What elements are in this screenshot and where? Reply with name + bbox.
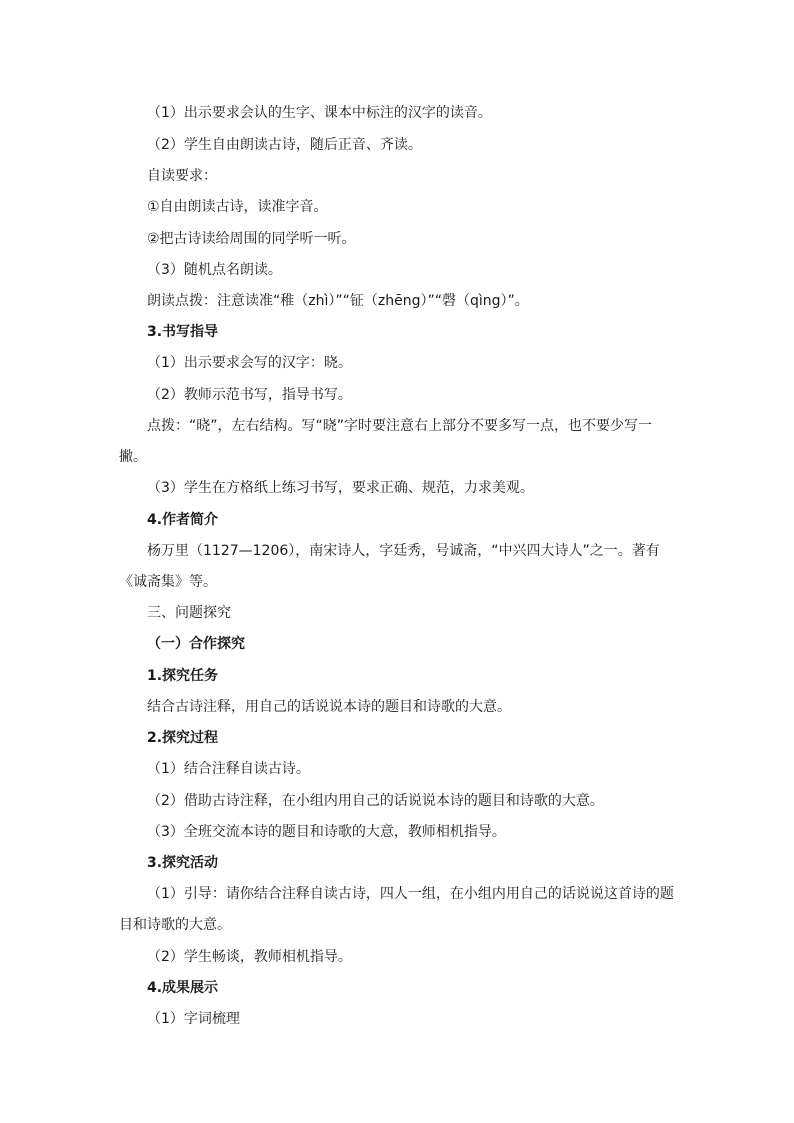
section-heading: 4.作者简介 — [147, 512, 219, 528]
section-heading: 3.书写指导 — [147, 324, 219, 340]
chapter-heading: 三、问题探究 — [147, 605, 231, 621]
text-line: ①自由朗读古诗，读准字音。 — [147, 199, 328, 215]
section-heading: 4.成果展示 — [147, 980, 219, 996]
text-line: （1）字词梳理 — [147, 1011, 240, 1027]
text-line: （2）教师示范书写，指导书写。 — [147, 387, 352, 403]
text-line-continued: 目和诗歌的大意。 — [119, 917, 231, 933]
text-line-continued: 《诚斋集》等。 — [119, 574, 217, 590]
section-heading: 3.探究活动 — [147, 855, 219, 871]
text-line: （1）出示要求会写的汉字：晓。 — [147, 355, 352, 371]
text-line: 自读要求： — [147, 168, 217, 184]
text-line-continued: 撇。 — [119, 449, 147, 465]
subsection-heading: （一）合作探究 — [147, 636, 245, 652]
text-line: （1）出示要求会认的生字、课本中标注的汉字的读音。 — [147, 105, 492, 121]
text-line: （2）学生自由朗读古诗，随后正音、齐读。 — [147, 137, 422, 153]
text-line: 点拨：“晓”，左右结构。写“晓”字时要注意右上部分不要多写一点，也不要少写一 — [147, 418, 653, 434]
section-heading: 1.探究任务 — [147, 668, 219, 684]
text-line: （3）学生在方格纸上练习书写，要求正确、规范，力求美观。 — [147, 480, 534, 496]
text-line: 杨万里（1127—1206），南宋诗人，字廷秀，号诚斋，“中兴四大诗人”之一。著有 — [147, 543, 660, 559]
text-line: 结合古诗注释，用自己的话说说本诗的题目和诗歌的大意。 — [147, 699, 511, 715]
text-line: （1）结合注释自读古诗。 — [147, 761, 310, 777]
text-line: 朗读点拨：注意读准“稚（zhì）”“钲（zhēng）”“磬（qìng）”。 — [147, 293, 529, 309]
section-heading: 2.探究过程 — [147, 730, 219, 746]
text-line: （3）全班交流本诗的题目和诗歌的大意，教师相机指导。 — [147, 824, 506, 840]
text-line: ②把古诗读给周围的同学听一听。 — [147, 231, 356, 247]
text-line: （2）借助古诗注释，在小组内用自己的话说说本诗的题目和诗歌的大意。 — [147, 793, 604, 809]
text-line: （1）引导：请你结合注释自读古诗，四人一组，在小组内用自己的话说说这首诗的题 — [147, 886, 674, 902]
text-line: （3）随机点名朗读。 — [147, 262, 282, 278]
text-line: （2）学生畅谈，教师相机指导。 — [147, 949, 352, 965]
